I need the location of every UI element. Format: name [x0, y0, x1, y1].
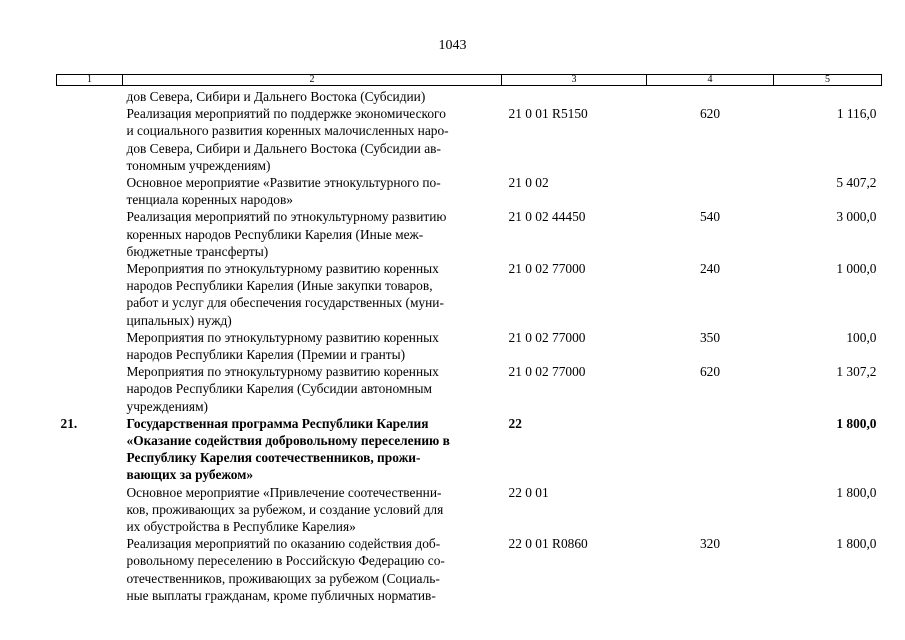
target-code: 21 0 02 77000 — [508, 364, 586, 380]
table-body — [57, 86, 882, 605]
header-col-2: 2 — [123, 75, 502, 86]
target-code: 21 0 01 R5150 — [508, 106, 588, 122]
item-name-line: их обустройства в Республике Карелия» — [126, 519, 356, 535]
amount: 1 307,2 — [836, 364, 877, 380]
item-name-line: и социального развития коренных малочисленных наро- — [126, 123, 449, 139]
row-number — [57, 484, 123, 536]
expense-type-code: 620 — [699, 364, 721, 380]
header-col-1: 1 — [57, 75, 123, 86]
target-code: 21 0 02 44450 — [508, 209, 586, 225]
item-name-line: Государственная программа Республики Карелия — [126, 415, 429, 431]
header-col-5: 5 — [774, 75, 882, 86]
target-code — [502, 86, 647, 106]
item-name-line: работ и услуг для обеспечения государственных (муни- — [126, 295, 444, 311]
item-name-line: «Оказание содействия добровольному переселению в — [126, 433, 450, 449]
row-number — [57, 105, 123, 174]
item-name-line: ровольному переселению в Российскую Федерацию со- — [126, 553, 445, 569]
expense-type-code: 320 — [699, 536, 721, 552]
item-name-line: бюджетные трансферты) — [126, 243, 269, 259]
item-name-line: народов Республики Карелия (Премии и гранты) — [126, 347, 406, 363]
row-number — [57, 86, 123, 106]
expense-type-code — [647, 484, 774, 536]
table-row — [57, 415, 882, 484]
item-name — [123, 415, 502, 484]
table-row — [57, 174, 882, 208]
item-name-line: ные выплаты гражданам, кроме публичных норматив- — [126, 587, 436, 603]
expense-type-code — [647, 86, 774, 106]
item-name-line: Мероприятия по этнокультурному развитию коренных — [126, 329, 439, 345]
amount — [774, 86, 882, 106]
table-row — [57, 484, 882, 536]
expense-type-code: 240 — [699, 261, 721, 277]
item-name-line: Основное мероприятие «Привлечение соотечественни- — [126, 484, 442, 500]
target-code: 21 0 02 77000 — [508, 261, 586, 277]
item-name-line: вающих за рубежом» — [126, 467, 254, 483]
item-name — [123, 363, 502, 415]
item-name — [123, 535, 502, 604]
item-name-line: дов Севера, Сибири и Дальнего Востока (Субсидии ав- — [126, 140, 441, 156]
table-row — [57, 260, 882, 329]
item-name-line: Реализация мероприятий по поддержке экономического — [126, 106, 446, 122]
item-name-line: ципальных) нужд) — [126, 312, 232, 328]
header-col-4: 4 — [647, 75, 774, 86]
item-name-line: тономным учреждениям) — [126, 157, 271, 173]
table-row — [57, 208, 882, 260]
header-col-3: 3 — [502, 75, 647, 86]
page-number: 1043 — [438, 38, 467, 53]
target-code: 22 0 01 R0860 — [508, 536, 588, 552]
amount: 1 800,0 — [836, 415, 877, 431]
item-name — [123, 86, 502, 106]
item-name-line: дов Севера, Сибири и Дальнего Востока (Субсидии) — [126, 89, 426, 104]
item-name — [123, 329, 502, 363]
amount: 1 800,0 — [836, 484, 877, 500]
item-name-line: тенциала коренных народов» — [126, 192, 293, 208]
item-name-line: коренных народов Республики Карелия (Иные меж- — [126, 226, 424, 242]
item-name — [123, 105, 502, 174]
expense-type-code: 620 — [699, 106, 721, 122]
target-code: 21 0 02 — [508, 175, 549, 191]
item-name-line: Мероприятия по этнокультурному развитию коренных — [126, 364, 439, 380]
amount: 1 116,0 — [836, 106, 877, 122]
item-name-line: ков, проживающих за рубежом, и создание условий для — [126, 501, 444, 517]
expense-type-code — [647, 174, 774, 208]
item-name-line: народов Республики Карелия (Субсидии автономным — [126, 381, 433, 397]
item-name-line: Реализация мероприятий по этнокультурному развитию — [126, 209, 447, 225]
target-code: 22 0 01 — [508, 484, 549, 500]
amount: 1 800,0 — [836, 536, 877, 552]
target-code: 22 — [508, 415, 522, 431]
table-row — [57, 105, 882, 174]
row-number — [57, 208, 123, 260]
header-row — [57, 75, 882, 86]
table-row — [57, 86, 882, 106]
amount: 5 407,2 — [836, 175, 877, 191]
table-row — [57, 535, 882, 604]
table-row — [57, 329, 882, 363]
expense-type-code: 540 — [699, 209, 721, 225]
item-name — [123, 484, 502, 536]
expense-type-code — [647, 415, 774, 484]
item-name-line: Республику Карелия соотечественников, прожи- — [126, 450, 421, 466]
row-number: 21. — [60, 415, 78, 431]
amount: 1 000,0 — [836, 261, 877, 277]
table-row — [57, 363, 882, 415]
budget-table — [56, 74, 882, 604]
item-name-line: отечественников, проживающих за рубежом (Социаль- — [126, 570, 440, 586]
row-number — [57, 260, 123, 329]
item-name — [123, 260, 502, 329]
table-header — [57, 75, 882, 86]
row-number — [57, 363, 123, 415]
row-number — [57, 174, 123, 208]
item-name — [123, 208, 502, 260]
amount: 100,0 — [846, 329, 877, 345]
item-name — [123, 174, 502, 208]
item-name-line: Реализация мероприятий по оказанию содействия доб- — [126, 536, 441, 552]
row-number — [57, 535, 123, 604]
item-name-line: народов Республики Карелия (Иные закупки товаров, — [126, 278, 433, 294]
item-name-line: Мероприятия по этнокультурному развитию коренных — [126, 261, 439, 277]
target-code: 21 0 02 77000 — [508, 329, 586, 345]
item-name-line: Основное мероприятие «Развитие этнокультурного по- — [126, 175, 441, 191]
row-number — [57, 329, 123, 363]
amount: 3 000,0 — [836, 209, 877, 225]
expense-type-code: 350 — [699, 329, 721, 345]
item-name-line: учреждениям) — [126, 398, 209, 414]
